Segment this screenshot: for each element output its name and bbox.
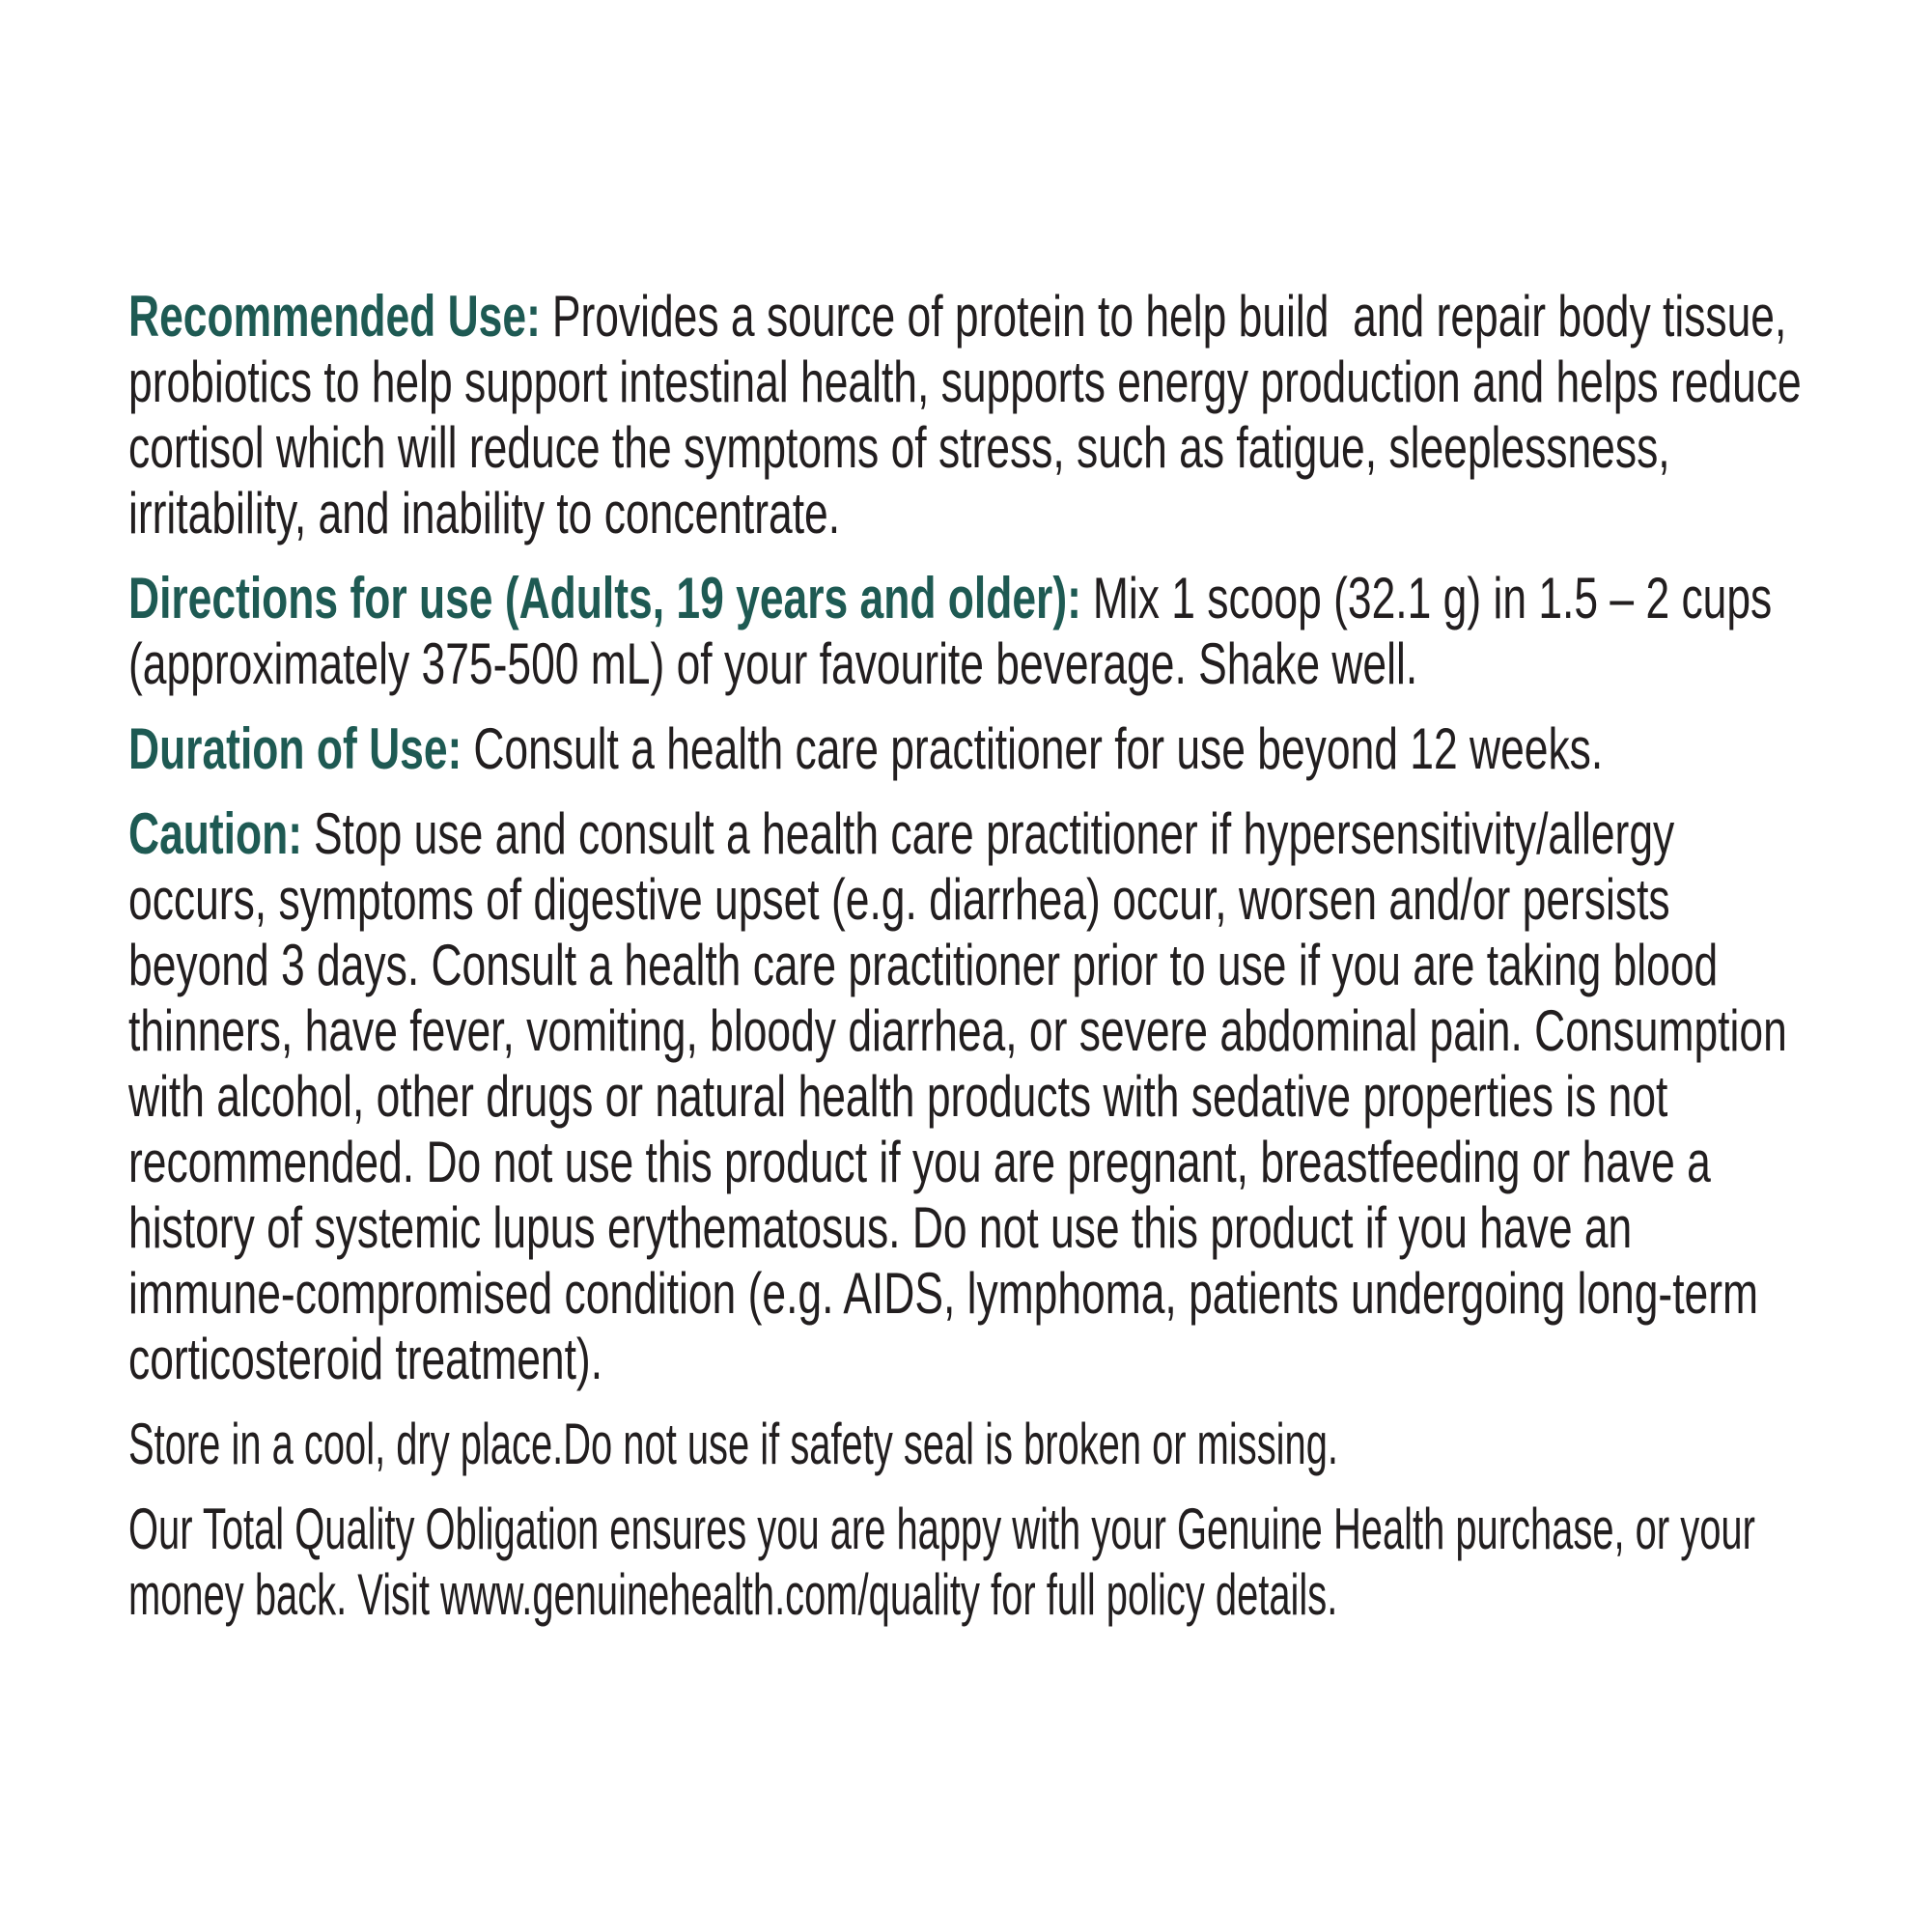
directions-heading: Directions for use (Adults, 19 years and older): (128, 566, 1081, 630)
duration-paragraph (128, 716, 1807, 782)
duration-heading: Duration of Use: (128, 716, 462, 781)
caution-body: Stop use and consult a health care practitioner if hypersensitivity/allergy occurs, symptoms of digestive upset (e.g. diarrhea) occur, worsen and/or persists beyond 3 days. Consult a health care practitioner prior to use if you are taking blood thinners, have fever, vomiting, bloody diarrhea, or severe abdominal pain. Consumption with alcohol, other drugs or natural health products with sedative properties is not recommended. Do not use this product if you are pregnant, breastfeeding or have a history of systemic lupus erythematosus. Do not use this product if you have an immune-compromised condition (e.g. AIDS, lymphoma, patients undergoing long-term corticosteroid treatment). (128, 801, 1800, 1391)
directions-paragraph (128, 566, 1807, 697)
caution-heading: Caution: (128, 801, 303, 866)
directions-body: Mix 1 scoop (32.1 g) in 1.5 – 2 cups (approximately 375-500 mL) of your favourite beverage. Shake well. (128, 566, 1784, 696)
duration-body: Consult a health care practitioner for use beyond 12 weeks. (473, 716, 1604, 781)
recommended-use-paragraph (128, 284, 1814, 546)
quality-obligation-note: Our Total Quality Obligation ensures you are happy with your Genuine Health purchase, or your money back. Visit www.genuinehealth.com/quality for full policy details. (128, 1497, 1766, 1627)
label-footer-paragraphs (128, 1412, 1805, 1628)
label-text-block (128, 284, 1932, 1647)
storage-note: Store in a cool, dry place.Do not use if safety seal is broken or missing. (128, 1412, 1339, 1476)
recommended-use-body: Provides a source of protein to help build and repair body tissue, probiotics to help support intestinal health, supports energy production and helps reduce cortisol which will reduce the symptoms of stress, such as fatigue, sleeplessness, irritability, and inability to concentrate. (128, 284, 1814, 546)
recommended-use-heading: Recommended Use: (128, 284, 541, 349)
label-main-paragraphs (128, 284, 1814, 1392)
caution-paragraph (128, 801, 1807, 1392)
